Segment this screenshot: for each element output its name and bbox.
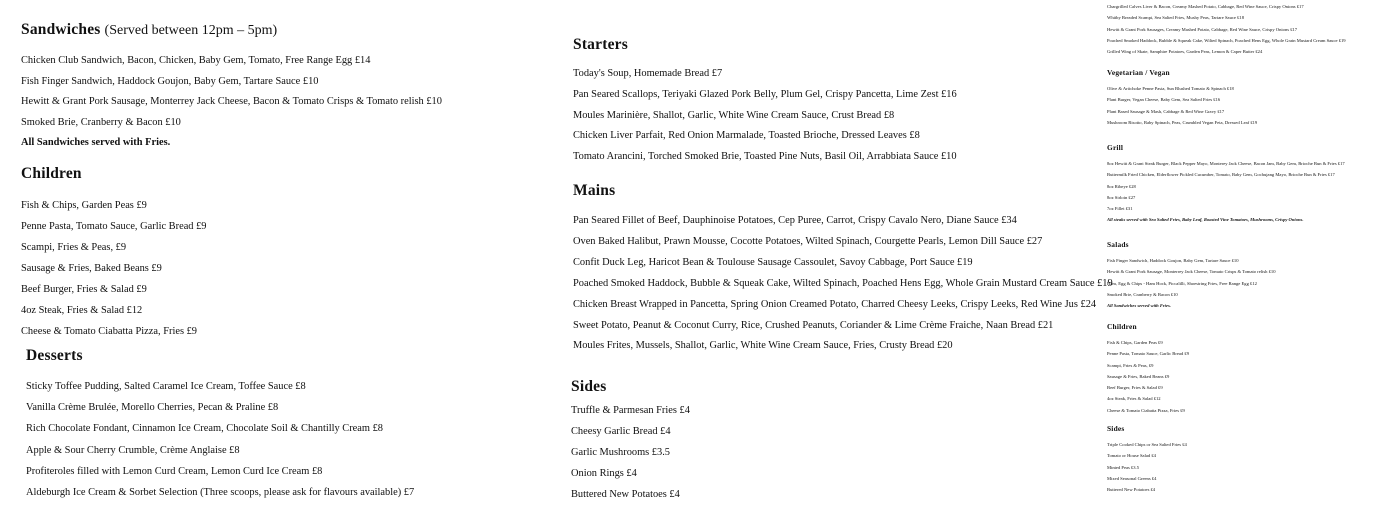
sandwiches-heading [21,21,442,42]
menu-item: Scampi, Fries & Peas, £9 [1107,362,1154,368]
desserts-title: Desserts [26,347,83,364]
right-vegetarian-title: Vegetarian / Vegan [1107,68,1170,77]
menu-item: Penne Pasta, Tomato Sauce, Garlic Bread £9 [1107,351,1190,357]
menu-item: Plant Burger, Vegan Cheese, Baby Gem, Sea Salted Fries £16 [1107,97,1221,103]
menu-item: Beef Burger, Fries & Salad £9 [1107,385,1163,391]
menu-item: Buttermilk Fried Chicken, Elderflower Pickled Cucumber, Tomato, Baby Gem, Gochujang Mayo, Brioche Bun & Fries £17 [1107,172,1335,178]
menu-item: Scampi, Fries & Peas, £9 [21,242,127,253]
right-children-title: Children [1107,322,1137,331]
right-sides-title: Sides [1107,424,1125,433]
menu-item: 4oz Steak, Fries & Salad £12 [21,305,143,316]
menu-item: Apple & Sour Cherry Crumble, Crème Anglaise £8 [26,444,240,456]
menu-item: Chargrilled Calves Liver & Bacon, Creamy Mashed Potato, Cabbage, Red Wine Sauce, Crispy Onions £17 [1107,4,1304,9]
menu-item: Fish & Chips, Garden Peas £9 [1107,340,1163,345]
menu-item: Minted Peas £3.5 [1107,464,1140,470]
right-sides-section [1107,424,1187,495]
menu-item: Oven Baked Halibut, Prawn Mousse, Cocotte Potatoes, Wilted Spinach, Courgette Pearls, Lemon Dill Sauce £27 [573,235,1043,247]
menu-item: Plant Based Sausage & Mash, Cabbage & Red Wine Gravy £17 [1107,108,1225,114]
menu-item: Tomato Arancini, Torched Smoked Brie, Toasted Pine Nuts, Basil Oil, Arrabbiata Sauce £10 [573,151,957,163]
starters-section [573,36,957,168]
menu-item: 7oz Fillet £31 [1107,206,1133,212]
menu-item: Moules Marinière, Shallot, Garlic, White Wine Cream Sauce, Crust Bread £8 [573,109,895,121]
menu-item: Ham, Egg & Chips - Ham Hock, Piccalilli, Shoestring Fries, Free Range Egg £12 [1107,280,1257,286]
right-salads-section [1107,240,1276,311]
right-top-section [1107,1,1346,57]
right-grill-note: All steaks served with Sea Salted Fries, Baby Leaf, Roasted Vine Tomatoes, Mushrooms, Crispy Onions. [1107,217,1304,223]
menu-item: 8oz Sirloin £27 [1107,194,1136,200]
menu-item: Confit Duck Leg, Haricot Bean & Toulouse Sausage Cassoulet, Savoy Cabbage, Port Sauce £19 [573,256,973,268]
menu-item: Poached Smoked Haddock, Bubble & Squeak Cake, Wilted Spinach, Poached Hens Egg, Whole Grain Mustard Cream Sauce £19 [573,277,1113,289]
mains-section [573,182,1113,357]
menu-item: Moules Frites, Mussels, Shallot, Garlic, White Wine Cream Sauce, Fries, Crusty Bread £20 [573,340,953,352]
sandwiches-note: All Sandwiches served with Fries. [21,137,171,149]
menu-item: Mushroom Risotto, Baby Spinach, Peas, Crumbled Vegan Feta, Dressed Leaf £19 [1107,119,1258,125]
children-section [21,165,206,342]
menu-item: Fish & Chips, Garden Peas £9 [21,200,147,211]
right-salads-title: Salads [1107,240,1129,249]
desserts-section [26,347,414,503]
menu-item: Sausage & Fries, Baked Beans £9 [21,263,162,274]
menu-item: Cheese & Tomato Ciabatta Pizza, Fries £9 [21,326,197,337]
menu-item: Tomato or House Salad £4 [1107,453,1156,459]
menu-item: Triple Cooked Chips or Sea Salted Fries £4 [1107,442,1187,447]
menu-item: Hewitt & Grant Pork Sausage, Monterrey Jack Cheese, Tomato Crisps & Tomato relish £10 [1107,269,1276,275]
menu-item: Whitby Breaded Scampi, Sea Salted Fries, Mushy Peas, Tartare Sauce £18 [1107,15,1244,21]
menu-item: Olive & Artichoke Penne Pasta, Sun Blushed Tomato & Spinach £18 [1107,86,1234,91]
menu-item: Garlic Mushrooms £3.5 [571,446,670,458]
menu-item: Cheesy Garlic Bread £4 [571,425,671,437]
menu-item: Mixed Seasonal Greens £4 [1107,475,1157,481]
menu-item: Aldeburgh Ice Cream & Sorbet Selection (Three scoops, please ask for flavours available) £7 [26,487,415,499]
menu-item: Hewitt & Grant Pork Sausages, Creamy Mashed Potato, Cabbage, Red Wine Sauce, Crispy Onions £17 [1107,26,1298,32]
menu-item: Cheese & Tomato Ciabatta Pizza, Fries £9 [1107,407,1185,413]
menu-item: Profiteroles filled with Lemon Curd Cream, Lemon Curd Ice Cream £8 [26,465,323,477]
menu-item: 8oz Hewitt & Grant Steak Burger, Black Pepper Mayo, Monterey Jack Cheese, Bacon Jam, Baby Gem, Brioche Bun & Fries £17 [1107,161,1345,166]
menu-item: Smoked Brie, Cranberry & Bacon £10 [1107,291,1178,297]
sides-section [571,378,690,506]
starters-title: Starters [573,36,628,53]
menu-item: 8oz Ribeye £28 [1107,183,1136,189]
menu-item: Pan Seared Fillet of Beef, Dauphinoise Potatoes, Cep Puree, Carrot, Crispy Cavalo Nero, Diane Sauce £34 [573,215,1017,226]
menu-item: Beef Burger, Fries & Salad £9 [21,284,147,295]
menu-item: Sausage & Fries, Baked Beans £9 [1107,373,1170,379]
right-children-section [1107,322,1189,416]
menu-item: Chicken Breast Wrapped in Pancetta, Spring Onion Creamed Potato, Charred Cheesy Leeks, Crispy Leeks, Red Wine Jus £24 [573,298,1097,310]
sandwiches-section [21,21,442,154]
menu-item: Smoked Brie, Cranberry & Bacon £10 [21,116,181,128]
menu-item: Sticky Toffee Pudding, Salted Caramel Ice Cream, Toffee Sauce £8 [26,381,306,392]
menu-item: Vanilla Crème Brulée, Morello Cherries, Pecan & Praline £8 [26,402,279,414]
menu-item: 4oz Steak, Fries & Salad £12 [1107,396,1161,402]
menu-item: Hewitt & Grant Pork Sausage, Monterrey Jack Cheese, Bacon & Tomato Crisps & Tomato relish £10 [21,96,442,108]
menu-item: Sweet Potato, Peanut & Coconut Curry, Rice, Crushed Peanuts, Coriander & Lime Crème Fraiche, Naan Bread £21 [573,319,1054,331]
menu-item: Poached Smoked Haddock, Bubble & Squeak Cake, Wilted Spinach, Poached Hens Egg, Whole Grain Mustard Cream Sauce £19 [1107,37,1346,43]
menu-item: Truffle & Parmesan Fries £4 [571,405,690,416]
children-title: Children [21,165,82,182]
menu-item: Today's Soup, Homemade Bread £7 [573,68,723,79]
right-salads-note: All Sandwiches served with Fries. [1107,303,1171,309]
menu-item: Rich Chocolate Fondant, Cinnamon Ice Cream, Chocolate Soil & Chantilly Cream £8 [26,423,383,435]
right-vegetarian-section [1107,68,1257,128]
sandwiches-title: Sandwiches [21,21,101,38]
right-grill-section [1107,143,1345,226]
menu-item: Buttered New Potatoes £4 [571,488,680,500]
menu-item: Chicken Club Sandwich, Bacon, Chicken, Baby Gem, Tomato, Free Range Egg £14 [21,55,371,66]
mains-title: Mains [573,182,616,199]
sides-title: Sides [571,378,607,395]
menu-item: Pan Seared Scallops, Teriyaki Glazed Pork Belly, Plum Gel, Crispy Pancetta, Lime Zest £16 [573,88,957,100]
menu-item: Buttered New Potatoes £4 [1107,487,1156,493]
sandwiches-subtitle: (Served between 12pm – 5pm) [104,23,278,38]
menu-item: Grilled Wing of Skate, Samphire Potatoes, Garden Peas, Lemon & Caper Butter £24 [1107,49,1263,55]
menu-item: Fish Finger Sandwich, Haddock Goujon, Baby Gem, Tartare Sauce £10 [21,75,319,87]
menu-item: Penne Pasta, Tomato Sauce, Garlic Bread £9 [21,221,207,232]
menu-item: Fish Finger Sandwich, Haddock Goujon, Baby Gem, Tartare Sauce £10 [1107,258,1239,263]
right-grill-title: Grill [1107,143,1124,152]
menu-item: Chicken Liver Parfait, Red Onion Marmalade, Toasted Brioche, Dressed Leaves £8 [573,130,920,142]
menu-item: Onion Rings £4 [571,467,637,479]
